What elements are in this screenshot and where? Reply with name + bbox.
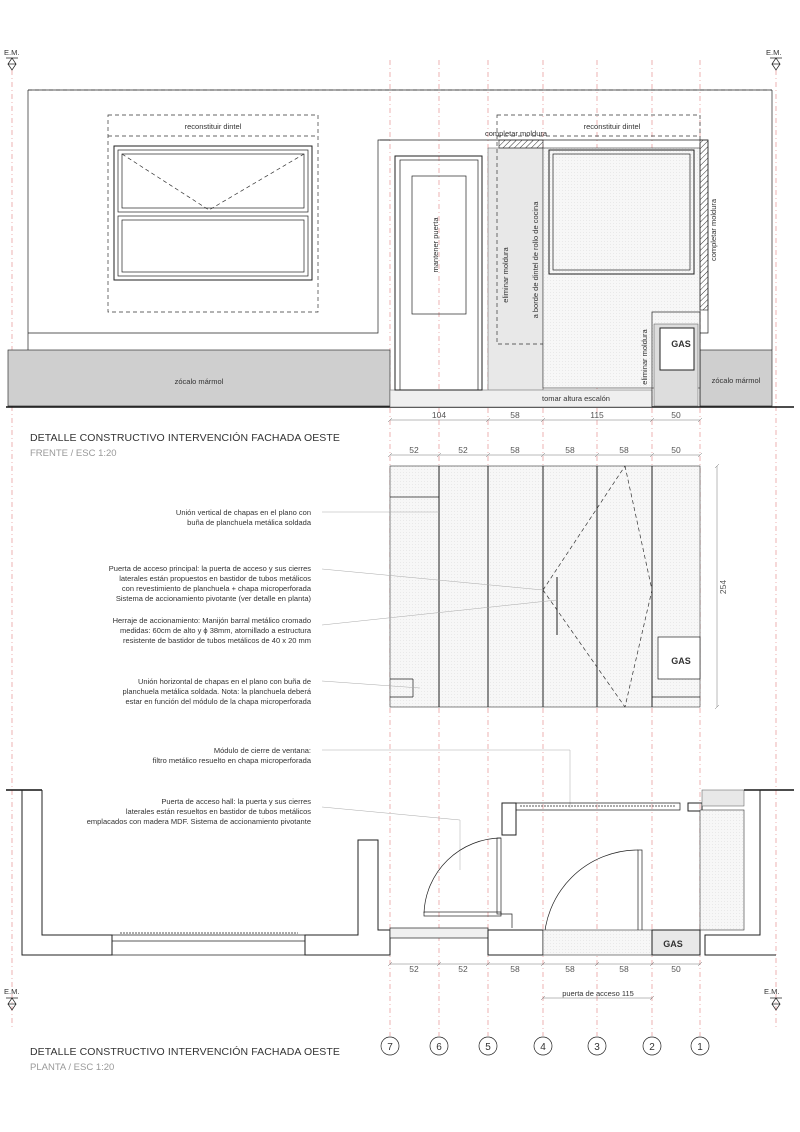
borde-dintel-label: a borde de dintel de rollo de cocina	[531, 201, 540, 319]
elevation-drawing	[6, 90, 794, 407]
gas-label-plan: GAS	[663, 939, 683, 949]
drawing-text: 5	[485, 1042, 491, 1053]
drawing-text: 104	[431, 410, 447, 420]
drawing-text: emplacados con madera MDF. Sistema de accionamiento pivotante	[86, 817, 311, 826]
zocalo-right-label: zócalo mármol	[711, 376, 761, 385]
drawing-text: Puerta de acceso hall: la puerta y sus cierres	[161, 797, 311, 806]
drawing-text: estar en función del módulo de la chapa microperforada	[125, 697, 311, 706]
drawing-text: filtro metálico resuelto en chapa microperforada	[152, 756, 311, 765]
drawing-text: 52	[458, 445, 468, 455]
eliminar-moldura-2-label: eliminar moldura	[640, 329, 649, 385]
drawing-text: 1	[697, 1042, 703, 1053]
gas-label-elevation: GAS	[671, 339, 691, 349]
plan-subtitle: PLANTA / ESC 1:20	[30, 1062, 115, 1073]
drawing-text: Módulo de cierre de ventana:	[213, 746, 311, 755]
completar-moldura-top-label: completar moldura	[484, 129, 548, 138]
plan-dimensions	[388, 962, 702, 1000]
drawing-text: Unión horizontal de chapas en el plano con buña de	[137, 677, 311, 686]
drawing-text: 7	[387, 1042, 393, 1053]
drawing-text: 50	[671, 410, 681, 420]
drawing-text: Puerta de acceso principal: la puerta de acceso y sus cierres	[108, 564, 311, 573]
drawing-text: Unión vertical de chapas en el plano con	[175, 508, 311, 517]
plan-drawing	[6, 790, 794, 955]
drawing-text: E.M.	[766, 48, 782, 57]
drawing-text: laterales están propuestos en bastidor de tubos metálicos	[119, 574, 311, 583]
eliminar-moldura-1-label: eliminar moldura	[501, 247, 510, 303]
reconstituir-dintel-right-label: reconstituir dintel	[583, 122, 641, 131]
drawing-text: Herraje de accionamiento: Manijón barral metálico cromado	[112, 616, 311, 625]
drawing-text: 58	[565, 964, 575, 974]
zocalo-left-label: zócalo mármol	[174, 377, 224, 386]
drawing-text: 58	[510, 410, 520, 420]
drawing-text: 52	[409, 445, 419, 455]
drawing-text: 58	[510, 445, 520, 455]
drawing-text: planchuela metálica soldada. Nota: la planchuela deberá	[122, 687, 311, 696]
drawing-text: E.M.	[4, 987, 20, 996]
drawing-text: medidas: 60cm de alto y ϕ 38mm, atornillado a estructura	[120, 626, 311, 635]
drawing-text: 50	[671, 964, 681, 974]
elevation-title: DETALLE CONSTRUCTIVO INTERVENCIÓN FACHADA OESTE	[30, 432, 341, 444]
drawing-text: resistente de bastidor de tubos metálicos de 40 x 20 mm	[122, 636, 311, 645]
puerta-acceso-label: puerta de acceso 115	[562, 989, 634, 998]
tomar-altura-label: tomar altura escalón	[542, 394, 610, 403]
drawing-text: buña de planchuela metálica soldada	[187, 518, 311, 527]
gas-label-detail: GAS	[671, 656, 691, 666]
level-marker-top-right	[766, 48, 782, 70]
drawing-text: E.M.	[4, 48, 20, 57]
mantener-puerta-label: mantener puerta	[431, 217, 440, 273]
drawing-text: 58	[510, 964, 520, 974]
door-detail-panel	[390, 466, 700, 707]
level-marker-top-left	[4, 48, 19, 70]
drawing-text: E.M.	[764, 987, 780, 996]
completar-moldura-side-label: completar moldura	[709, 198, 718, 262]
drawing-text: laterales están resueltos en bastidor de tubos metálicos	[125, 807, 311, 816]
drawing-text: 58	[565, 445, 575, 455]
detail-notes	[87, 508, 312, 826]
elevation-dimensions	[388, 410, 702, 422]
plan-title: DETALLE CONSTRUCTIVO INTERVENCIÓN FACHADA OESTE	[30, 1046, 341, 1058]
level-marker-bottom-right	[764, 987, 782, 1010]
drawing-text: con revestimiento de planchuela + chapa microperforada	[121, 584, 311, 593]
drawing-text: 58	[619, 964, 629, 974]
drawing-text: 2	[649, 1042, 655, 1053]
drawing-text: 254	[718, 579, 728, 595]
drawing-text: 52	[409, 964, 419, 974]
reconstituir-dintel-left-label: reconstituir dintel	[184, 122, 242, 131]
drawing-text: 3	[594, 1042, 600, 1053]
drawing-text: 52	[458, 964, 468, 974]
drawing-text: 115	[590, 410, 604, 420]
elevation-subtitle: FRENTE / ESC 1:20	[30, 448, 117, 459]
drawing-text: 58	[619, 445, 629, 455]
axis-bubbles	[381, 1037, 709, 1055]
drawing-text: 50	[671, 445, 681, 455]
drawing-text: 6	[436, 1042, 442, 1053]
drawing-text: Sistema de accionamiento pivotante (ver detalle en planta)	[115, 594, 311, 603]
drawing-text: 4	[540, 1042, 546, 1053]
